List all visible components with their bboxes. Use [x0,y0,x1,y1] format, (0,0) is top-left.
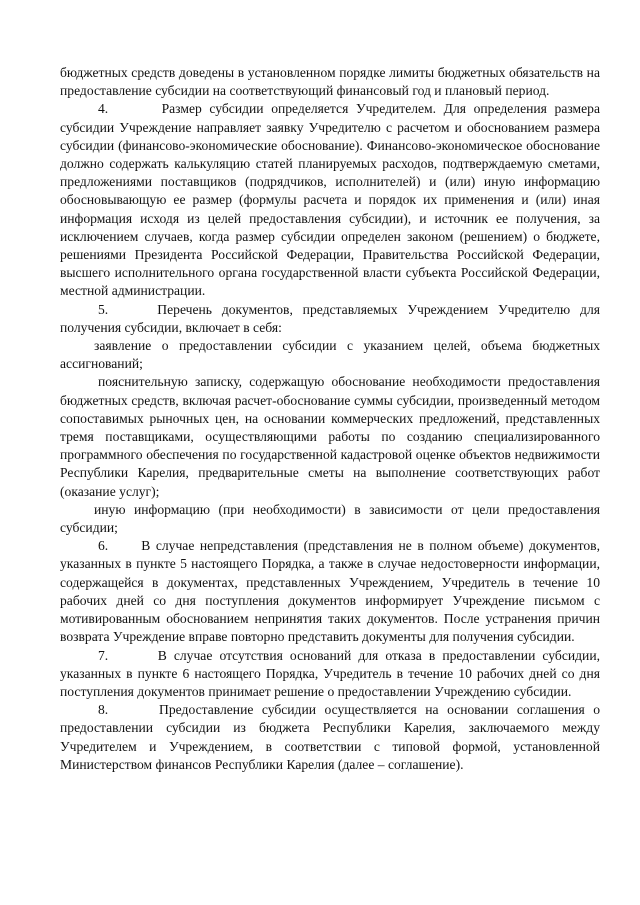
list-item-other-information: иную информацию (при необходимости) в зависимости от цели предоставления субсидии; [60,501,600,536]
paragraph-7-decision: 7. В случае отсутствия оснований для отказа в предоставлении субсидии, указанных в пункте 6 настоящего Порядка, Учредитель в течение 10 рабочих дней со дня поступления документов принимает решение о предоставлении Учреждению субсидии. [60,647,600,699]
paragraph-5-documents-list: 5. Перечень документов, представляемых Учреждением Учредителю для получения субсидии, включает в себя: [60,301,600,335]
paragraph-continuation: бюджетных средств доведены в установленном порядке лимиты бюджетных обязательств на предоставление субсидии на соответствующий финансовый год и плановый период. [60,65,600,99]
paragraph-8-agreement: 8. Предоставление субсидии осуществляется на основании соглашения о предоставлении субсидии из бюджета Республики Карелия, заключаемого между Учредителем и Учреждением, в соответствии с типовой формой, установленной Министерством финансов Республики Карелия (далее – соглашение). [60,702,600,772]
paragraph-4-subsidy-size: 4. Размер субсидии определяется Учредителем. Для определения размера субсидии Учреждение направляет заявку Учредителю с расчетом и обоснованием размера субсидии (финансово-экономические обоснование). Финансово-экономическое обоснование должно содержать калькуляцию статей планируемых расходов, подтверждаемую сметами, предложениями поставщиков (подрядчиков, исполнителей) и (или) иную информацию обосновывающую ее размер (формулы расчета и порядок их применения и (или) иная информация исходя из целей предоставления субсидии), и источник ее получения, за исключением случаев, когда размер субсидии определен законом (решением) о бюджете, решениями Президента Российской Федерации, Правительства Российской Федерации, высшего исполнительного органа государственной власти субъекта Российской Федерации, местной администрации. [60,101,600,299]
list-item-application: заявление о предоставлении субсидии с указанием целей, объема бюджетных ассигнований; [60,338,600,372]
paragraph-6-non-submission: 6. В случае непредставления (представления не в полном объеме) документов, указанных в пункте 5 настоящего Порядка, а также в случае недостоверности информации, содержащейся в документах, представленных Учреждением, Учредитель в течение 10 рабочих дней со дня поступления документов информирует Учреждение письмом с мотивированным обоснованием непринятия таких документов. После устранения причин возврата Учреждение вправе повторно представить документы для получения субсидии. [60,538,600,645]
list-item-explanatory-note: пояснительную записку, содержащую обоснование необходимости предоставления бюджетных средств, включая расчет-обоснование суммы субсидии, произведенный методом сопоставимых рыночных цен, на основании коммерческих предложений, представленных тремя поставщиками, осуществляющими работы по созданию специализированного программного обеспечения по государственной кадастровой оценке объектов недвижимости Республики Карелия, предварительные сметы на выполнение соответствующих работ (оказание услуг); [60,374,600,499]
